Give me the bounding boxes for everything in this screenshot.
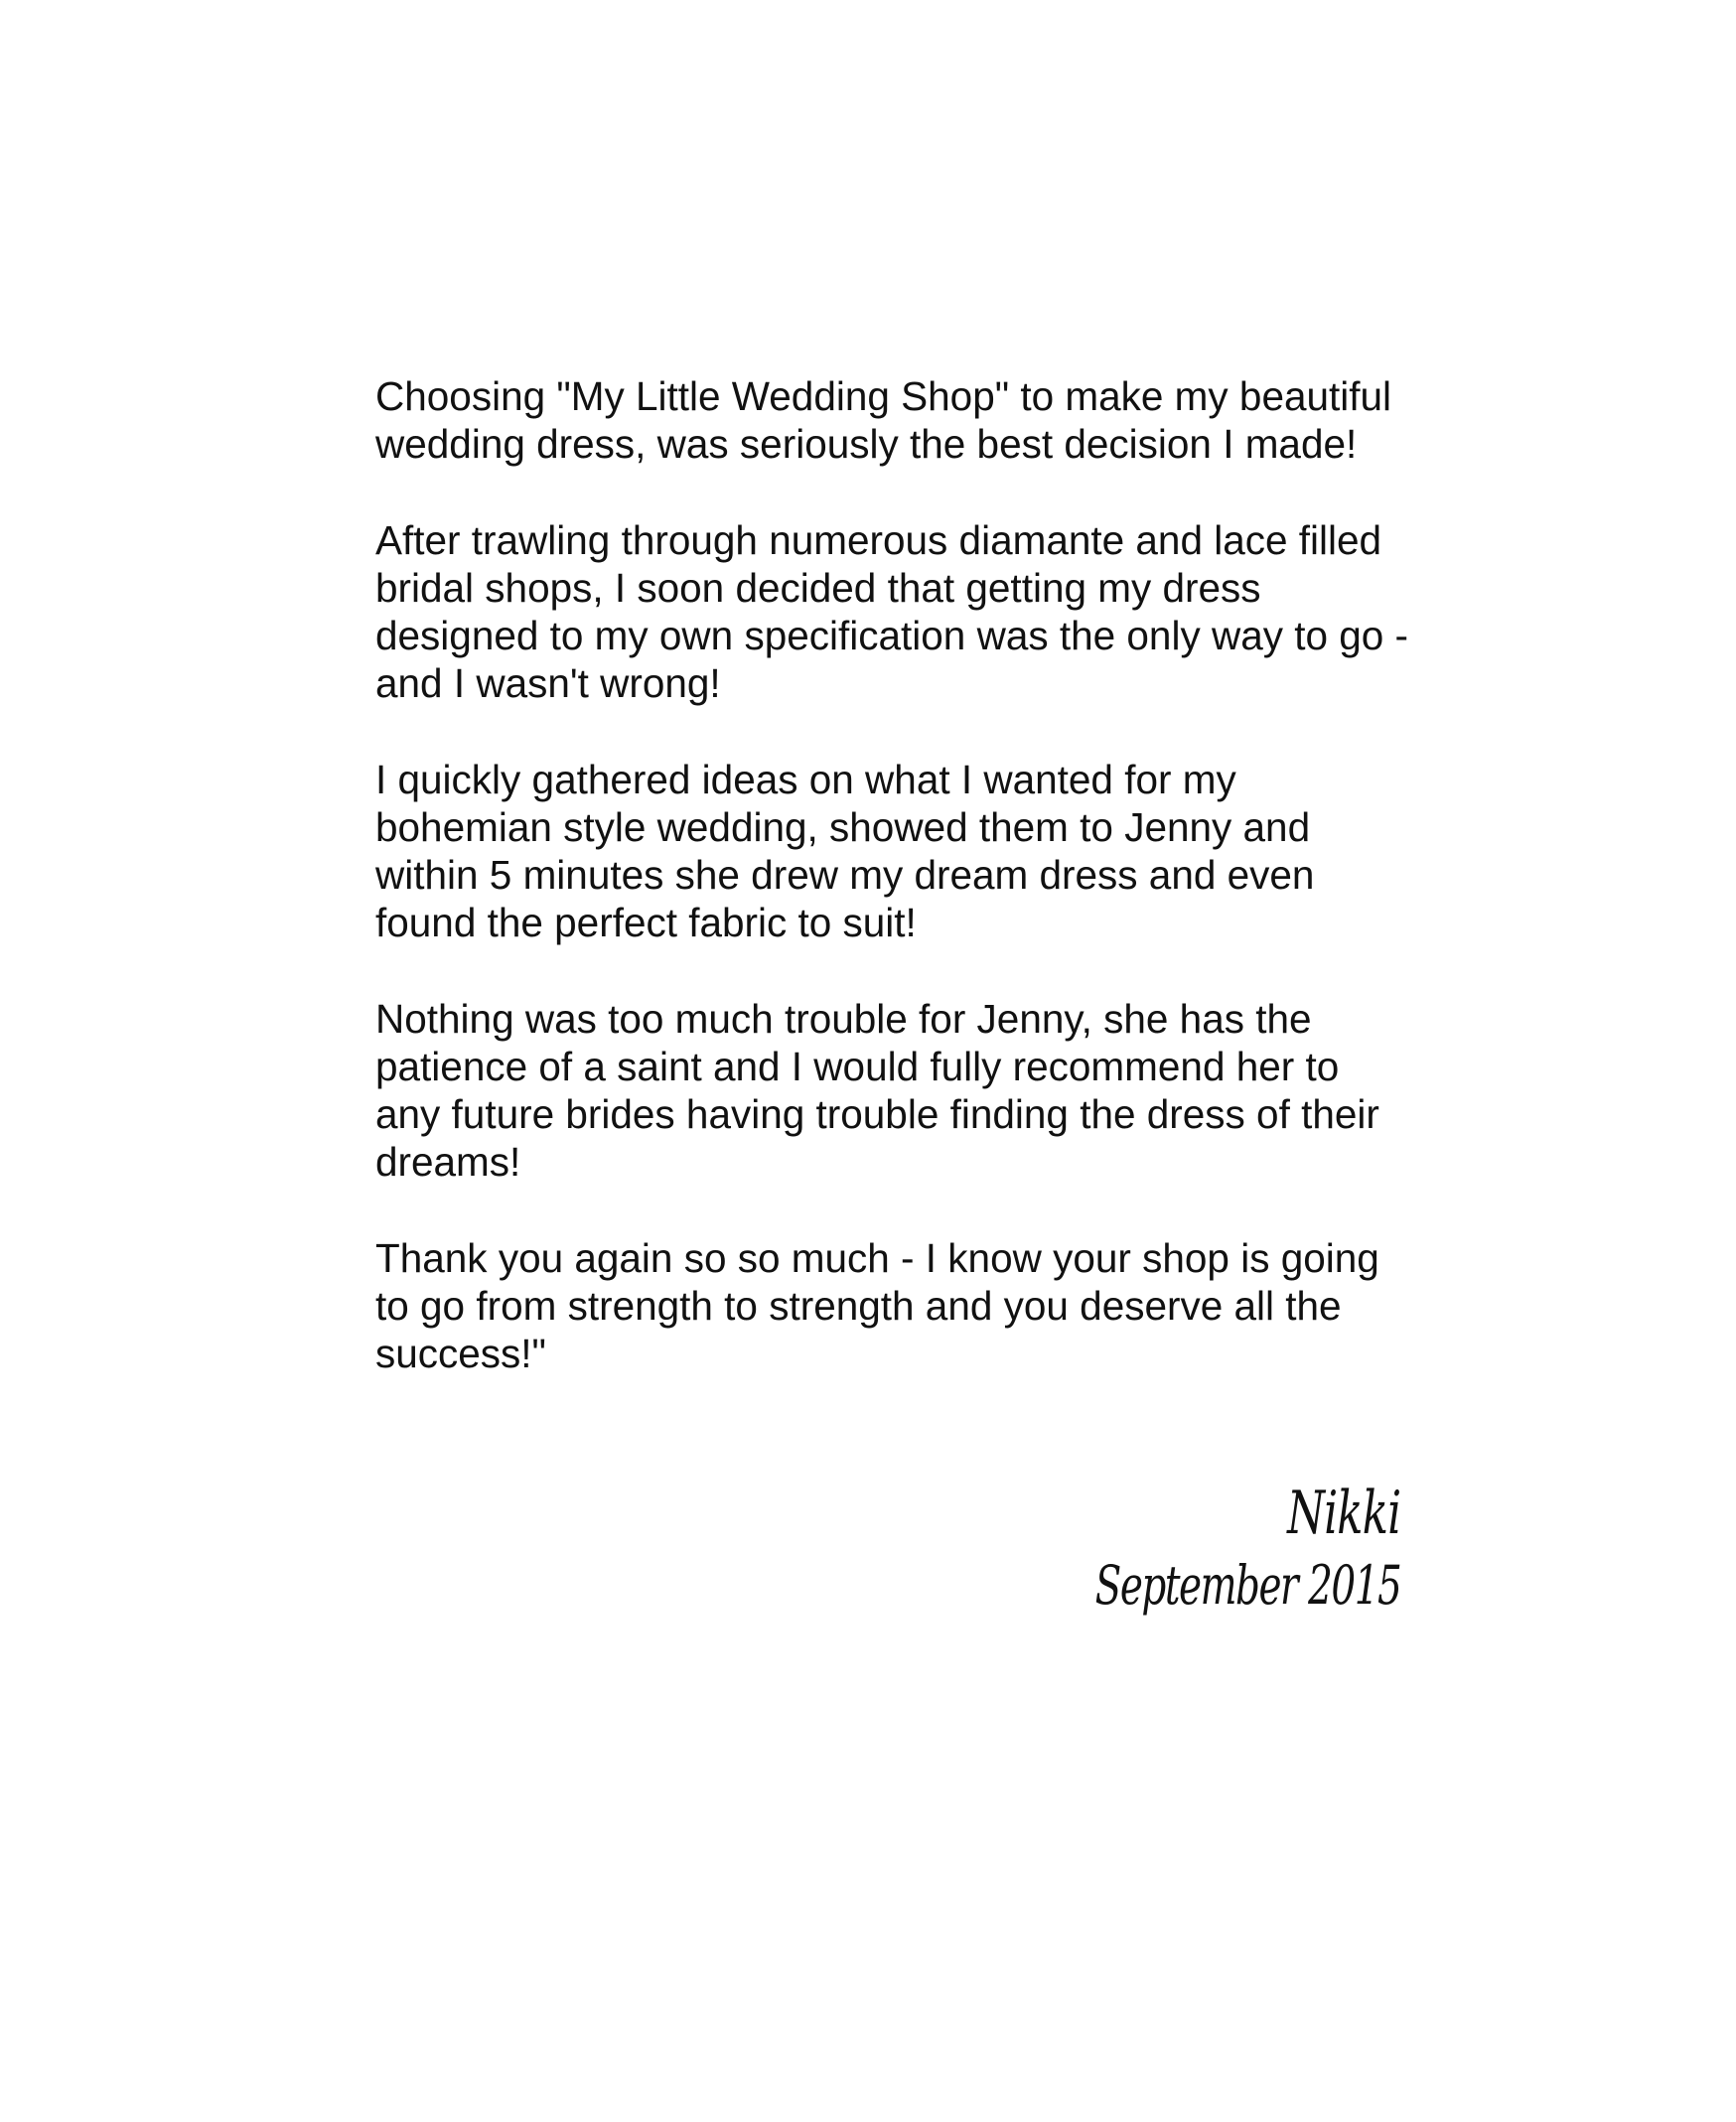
paragraph-2-line-1: After trawling through numerous diamante and lace filled [375,516,1382,563]
paragraph-5 [375,1234,1398,1378]
paragraph-1 [375,372,1398,468]
paragraph-3-line-1: I quickly gathered ideas on what I wanted for my [375,756,1236,802]
paragraph-3-line-4: found the perfect fabric to suit! [375,900,917,946]
paragraph-4 [375,995,1398,1187]
paragraph-5-line-1: Thank you again so so much - I know your shop is going [375,1234,1379,1281]
signature-name: Nikki [1286,1479,1400,1548]
paragraph-3 [375,756,1398,947]
paragraph-2-line-4: and I wasn't wrong! [375,660,721,707]
paragraph-3-line-3: within 5 minutes she drew my dream dress and even [375,852,1315,898]
paragraph-4-line-4: dreams! [375,1139,521,1186]
paragraph-5-line-3: success!" [375,1331,546,1376]
paragraph-5-line-2: to go from strength to strength and you deserve all the [375,1282,1342,1329]
paragraph-4-line-3: any future brides having trouble finding the dress of their [375,1091,1379,1137]
signature-block [976,1478,1400,1623]
paragraph-2-line-3: designed to my own specification was the only way to go - [375,613,1409,658]
paragraph-1-line-1: Choosing "My Little Wedding Shop" to make my beautiful [375,373,1392,419]
paragraph-2 [375,516,1409,708]
paragraph-1-line-2: wedding dress, was seriously the best decision I made! [375,421,1358,468]
signature-date: September 2015 [1094,1554,1400,1617]
letter-body [375,372,1409,1425]
paragraph-2-line-2: bridal shops, I soon decided that getting my dress [375,564,1261,611]
paragraph-4-line-1: Nothing was too much trouble for Jenny, she has the [375,995,1312,1042]
paragraph-3-line-2: bohemian style wedding, showed them to Jenny and [375,803,1311,850]
paragraph-4-line-2: patience of a saint and I would fully recommend her to [375,1043,1340,1089]
